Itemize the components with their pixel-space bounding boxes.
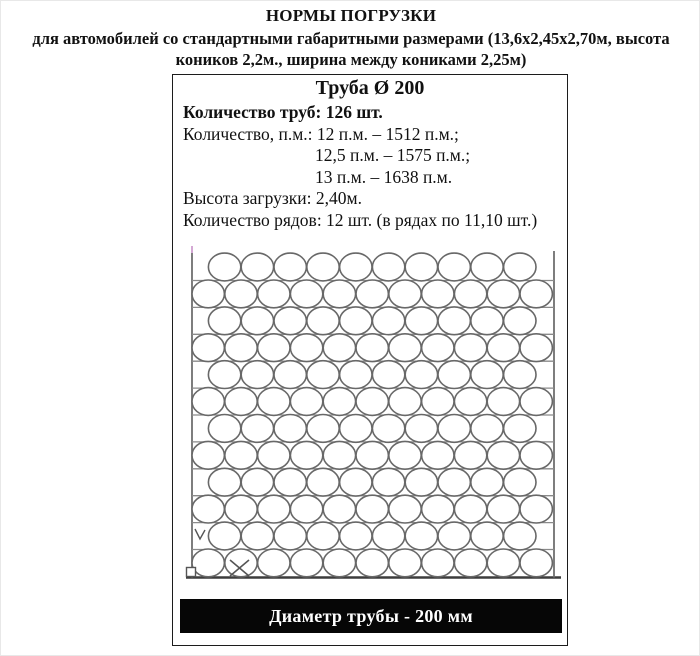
pipe-circle: [405, 307, 437, 335]
pipe-circle: [225, 549, 257, 577]
pipe-circle: [356, 388, 388, 416]
doc-subtitle-line-2: коников 2,2м., ширина между кониками 2,25м): [175, 50, 527, 69]
pipe-circle: [422, 388, 454, 416]
pipe-circle: [372, 361, 404, 389]
pipe-circle: [405, 468, 437, 496]
spec-load-height: Высота загрузки: 2,40м.: [183, 188, 362, 209]
pipe-circle: [323, 334, 355, 362]
pipe-circle: [504, 361, 536, 389]
pipe-circle: [208, 415, 240, 443]
pipe-circle: [389, 280, 421, 308]
pipe-circle: [487, 441, 519, 469]
pipe-circle: [290, 334, 322, 362]
pipe-circle: [192, 495, 224, 523]
pipe-circle: [520, 495, 552, 523]
pipe-circle: [192, 280, 224, 308]
pipe-circle: [340, 361, 372, 389]
pipe-circle: [323, 495, 355, 523]
pipe-circle: [225, 388, 257, 416]
pipe-circle: [487, 280, 519, 308]
pipe-circle: [208, 361, 240, 389]
doc-subtitle-line-1: для автомобилей со стандартными габаритными размерами (13,6х2,45х2,70м, высота: [32, 29, 670, 48]
pipe-circle: [274, 468, 306, 496]
pipe-circle: [454, 280, 486, 308]
pipe-circle: [274, 522, 306, 550]
pipe-circle: [372, 253, 404, 281]
pipe-circle: [471, 253, 503, 281]
spec-tube-count: Количество труб: 126 шт.: [183, 102, 383, 122]
pipe-circle: [372, 522, 404, 550]
pipe-circle: [225, 280, 257, 308]
pipe-circle: [258, 334, 290, 362]
pipe-circle: [520, 549, 552, 577]
pipe-circle: [389, 334, 421, 362]
v-mark: [195, 529, 205, 539]
pipe-circle: [258, 441, 290, 469]
pipe-circle: [307, 361, 339, 389]
pipe-circle: [323, 549, 355, 577]
pipe-circle: [274, 361, 306, 389]
pipe-circle: [438, 522, 470, 550]
pipe-circle: [487, 495, 519, 523]
pipe-circle: [307, 415, 339, 443]
pipe-circle: [241, 468, 273, 496]
pipe-circle: [258, 549, 290, 577]
pipe-circle: [290, 441, 322, 469]
pipe-circle: [504, 253, 536, 281]
pipe-circle: [192, 334, 224, 362]
pipe-circle: [405, 253, 437, 281]
pipe-circle: [405, 522, 437, 550]
pipe-circle: [356, 280, 388, 308]
pipe-circle: [405, 415, 437, 443]
pipe-circle: [438, 468, 470, 496]
pipe-circle: [225, 441, 257, 469]
pipe-circle: [307, 253, 339, 281]
card-title: Труба Ø 200: [315, 77, 425, 99]
pipe-circle: [208, 253, 240, 281]
pipe-circle: [192, 549, 224, 577]
pipe-circle: [340, 307, 372, 335]
spec-length-3: 13 п.м. – 1638 п.м.: [315, 166, 453, 187]
pipe-circle: [454, 549, 486, 577]
pipe-circle: [504, 307, 536, 335]
pipe-circle: [454, 388, 486, 416]
pipe-circle: [258, 388, 290, 416]
pipe-circle: [323, 441, 355, 469]
pipe-circle: [307, 522, 339, 550]
pipe-circle: [192, 441, 224, 469]
pipe-circle: [504, 415, 536, 443]
pipe-circle: [471, 361, 503, 389]
pipe-circle: [323, 280, 355, 308]
pipe-circle: [225, 334, 257, 362]
pipe-circle: [471, 307, 503, 335]
pipe-circle: [323, 388, 355, 416]
pipe-circle: [438, 361, 470, 389]
pipe-circle: [340, 522, 372, 550]
pipe-circle: [389, 549, 421, 577]
pipe-circle: [487, 388, 519, 416]
pipe-circle: [389, 388, 421, 416]
pipe-circle: [340, 468, 372, 496]
pipe-circle: [520, 388, 552, 416]
diameter-banner: Диаметр трубы - 200 мм: [180, 599, 562, 633]
spec-length-2: 12,5 п.м. – 1575 п.м.;: [315, 145, 471, 166]
pipe-circle: [274, 307, 306, 335]
spec-length-1: Количество, п.м.: 12 п.м. – 1512 п.м.;: [183, 123, 459, 144]
pipe-circle: [192, 388, 224, 416]
pipe-circle: [208, 307, 240, 335]
pipe-circle: [422, 495, 454, 523]
pipe-circle: [258, 495, 290, 523]
pipe-circle: [208, 522, 240, 550]
origin-square-marker: [187, 568, 196, 577]
pipe-circle: [356, 334, 388, 362]
pipe-circle: [471, 468, 503, 496]
pipe-circle: [241, 415, 273, 443]
pipe-circle: [504, 522, 536, 550]
pipe-circle: [520, 334, 552, 362]
pipe-circle: [340, 415, 372, 443]
pipe-circle: [274, 415, 306, 443]
pipe-circle: [422, 441, 454, 469]
pipe-circle: [356, 549, 388, 577]
pipe-circle: [241, 307, 273, 335]
pipe-circle: [241, 522, 273, 550]
pipe-circle: [372, 415, 404, 443]
pipe-circle: [340, 253, 372, 281]
pipe-circle: [290, 495, 322, 523]
pipe-circle: [307, 468, 339, 496]
spec-list: [183, 102, 563, 232]
pipe-circle: [487, 549, 519, 577]
doc-subtitle: [1, 28, 700, 70]
pipe-circle: [208, 468, 240, 496]
pipe-circle: [520, 441, 552, 469]
pipe-circle: [389, 441, 421, 469]
pipe-circle: [356, 441, 388, 469]
doc-title: НОРМЫ ПОГРУЗКИ: [265, 6, 437, 25]
pipe-circle: [225, 495, 257, 523]
pipe-stack-diagram-svg: [173, 242, 569, 596]
pipe-circle: [290, 549, 322, 577]
pipe-circle: [422, 334, 454, 362]
spec-row-count: Количество рядов: 12 шт. (в рядах по 11,10 шт.): [183, 209, 538, 230]
pipe-circle: [258, 280, 290, 308]
pipe-circle: [487, 334, 519, 362]
pipe-circle: [438, 415, 470, 443]
pipe-circle: [438, 307, 470, 335]
pipe-circle: [307, 307, 339, 335]
pipe-circle: [504, 468, 536, 496]
pipe-circle: [372, 307, 404, 335]
pipe-circle: [356, 495, 388, 523]
pipe-circle: [389, 495, 421, 523]
pipe-circle: [422, 549, 454, 577]
pipe-circle: [290, 280, 322, 308]
pipe-circle: [438, 253, 470, 281]
pipe-circle: [454, 334, 486, 362]
pipe-circle: [241, 253, 273, 281]
pipe-circle: [471, 522, 503, 550]
pipe-circle: [471, 415, 503, 443]
pipe-circle: [454, 441, 486, 469]
pipe-circle: [422, 280, 454, 308]
pipe-circle: [241, 361, 273, 389]
pipe-circle: [372, 468, 404, 496]
pipe-circle: [454, 495, 486, 523]
pipe-circle: [274, 253, 306, 281]
pipe-circle: [290, 388, 322, 416]
pipe-circle: [405, 361, 437, 389]
spec-card: [172, 74, 568, 646]
pipe-stack-diagram: [173, 242, 569, 596]
pipe-circle: [520, 280, 552, 308]
